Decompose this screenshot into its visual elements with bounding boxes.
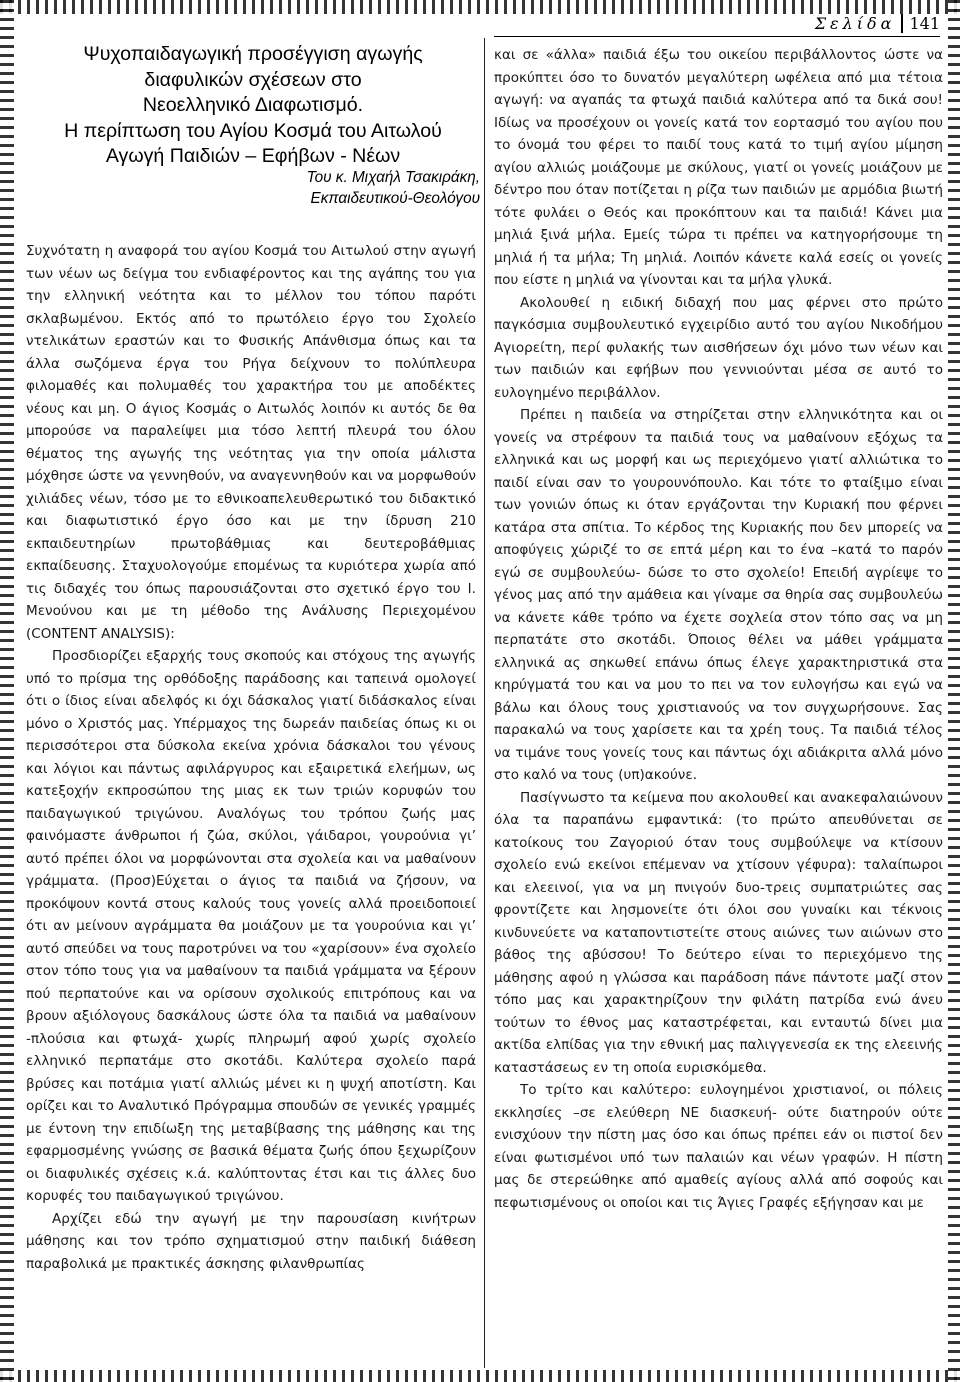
author-byline <box>28 168 480 209</box>
meander-border-top <box>0 0 960 14</box>
paragraph: Συχνότατη η αναφορά του αγίου Κοσμά του Αιτωλού στην αγωγή των νέων ως δείγμα του ενδιαφέροντος και της αγάπης του για την ελληνική νεότητα και το μέλλον του τόπου παρότι σκλαβωμένου. Εκτός από το πρωτόλειο έργο του Σχολείο ντελικάτων εραστών και το Φυσικής Απάνθισμα όπως και τα άλλα σωζόμενα έργα του Ρήγα δείχνουν το πολύπλευρα φιλομαθές και πολυμαθές του χαρακτήρα του με αποδέκτες νέους και μη. Ο άγιος Κοσμάς ο Αιτωλός λοιπόν κι αυτός δε θα μπορούσε να παραλείψει μια τόσο λεπτή πλευρά του όλου θέματος της αγωγής της νεότητας για την οποία μάλιστα μόχθησε ώστε να γεννηθούν, να αναγεννηθούν και να μορφωθούν χιλιάδες νέων, τόσο με το εθνικοαπελευθερωτικό του διδακτικό και διαφωτιστικό έργο όσο και με την ίδρυση 210 εκπαιδευτηρίων πρωτοβάθμιας και δευτεροβάθμιας εκπαίδευσης. Σταχυολογούμε επομένως τα κυριότερα χωρία από τις διδαχές του όπως παρουσιάζονται στο σχετικό έργο του Ι. Μενούνου και με τη μέθοδο της Ανάλυσης Περιεχομένου (CONTENT ANALYSIS): <box>26 243 476 642</box>
left-column <box>26 240 476 1275</box>
title-line: Αγωγή Παιδιών – Εφήβων - Νέων <box>105 145 401 167</box>
title-line: διαφυλικών σχέσεων στο <box>144 68 362 91</box>
title-line: Η περίπτωση του Αγίου Κοσμά του Αιτωλού <box>64 119 442 142</box>
article-title <box>28 42 478 170</box>
paragraph: Ακολουθεί η ειδική διδαχή που μας φέρνει στο πρώτο παγκόσμια συμβουλευτικό εγχειρίδιο αυτό του αγίου Νικοδήμου Αγιορείτη, περί φυλακής των αισθήσεων όχι μόνο των νέων και των παιδιών και εφήβων που γεννιούνται μέσα σε αυτό το ευλογημένο περιβάλλον. <box>494 294 943 401</box>
paragraph: Το τρίτο και καλύτερο: ευλογημένοι χριστιανοί, οι πόλεις εκκλησίες –σε ελεύθερη ΝΕ διασκευή- ούτε διατηρούν ούτε ενισχύουν την πίστη μας όσο και όπως πρέπει εάν οι πιστοί δεν είναι φωτισμένοι υπό των παλαιών και νέων γραφών. Η πίστη μας δε στερεώθηκε από αμαθείς αγίους αλλά από σοφούς και πεφωτισμένους οι οποίοι και τις Άγιες Γραφές εξήγησαν και με <box>494 1082 943 1211</box>
paragraph: Πασίγνωστο τα κείμενα που ακολουθεί και ανακεφαλαιώνουν όλα τα παραπάνω εμφαντικά: (το πρώτο απευθύνεται σε κατοίκους του Ζαγοριού όταν τους συμβούλεψε να κτίσουν σχολείο ενώ εκείνοι επέμεναν να χτίσουν γέφυρα): ταλαίπωροι και ελεεινοί, για να μη πνιγούν δυο-τρεις συμπατριώτες σας φροντίζετε και λησμονείτε ότι όλοι σου γυναίκι και τέκνοις κινδυνεύετε να καταποντιστείτε στους αιώνες των αιώνων στο βάθος της αβύσσου! Το δεύτερο είναι το περιεχόμενο της μάθησης αφού η γλώσσα και παράδοση πάνε πάντοτε μαζί στον τόπο μας και χαρακτηρίζουν την φιλάτη πατρίδα ενώ άνευ τούτων το έθνος μας καταστρέφεται, και ενταυτώ δίνει μια ακτίδα ελπίδας για την εθνική μας παλιγγενεσία εκ της ελεεινής καταστάσεως εν τη οποία ευρισκόμεθα. <box>494 789 943 1076</box>
author-name: Του κ. Μιχαήλ Τσακιράκη, <box>306 169 480 186</box>
title-line: Νεοελληνικό Διαφωτισμό. <box>142 94 364 116</box>
column-divider <box>484 38 485 1368</box>
paragraph: Πρέπει η παιδεία να στηρίζεται στην ελληνικότητα και οι γονείς να στρέφουν τα παιδιά τους να μαθαίνουν εξόχως τα ελληνικά και ως μορφή και ως περιεχόμενο γιατί αλλιώτικα το παιδί είναι σαν το γουρουνόπουλο. Και τότε το φταίξιμο είναι των γονιών όπως κι όταν εργάζονται την Κυριακή που φέρνει κατάρα στα σπίτια. Το κέρδος της Κυριακής που δεν μπορείς να αποφύγεις χώριζέ το σε επτά μέρη και το ένα –κατά το παρόν εγώ σε συμβουλεύω- δώσε το στο σχολείο! Επειδή αγρίεψε το γένος μας από την αμάθεια και γίναμε σα θηρία σας συμβουλεύω να κάνετε κάθε τρόπο να έχετε σοχλεία στον τόπο σας να μη περπατάτε στο σκοτάδι. Όποιος θέλει να μάθει γράμματα ελληνικά ας σηκωθεί επάνω όπως έλεγε χαρακτηριστικά στα κηρύγματά του και να μου το πει να τον ευλογήσω και εγώ να βάλω και όλους τους χριστιανούς να τον συγχωρήσουνε. Σας παρακαλώ να τους χαρίσετε και τα χρέη τους. Τα παιδιά τέλος να τιμάνε τους γονείς τους και πάντως όχι αδιάκριτα αλλά μόνο στο καλό να τους (υπ)ακούνε. <box>494 407 943 783</box>
paragraph: Προσδιορίζει εξαρχής τους σκοπούς και στόχους της αγωγής υπό το πρίσμα της ορθόδοξης παράδοσης και ταπεινά ομολογεί ότι ο ίδιος είναι αδελφός κι όχι δάσκαλος γιατί διδάσκαλος είναι μόνο ο Χριστός μας. Υπέρμαχος της δωρεάν παιδείας όπως κι οι περισσότεροι στα δύσκολα εκείνα χρόνια δάσκαλοι του γένους και λόγιοι και πάντως αφιλάργυρος και εξαιρετικά ελεήμων, ως κατεξοχήν εκπροσώπου της μιας εκ των τριών κορυφών του παιδαγωγικού τριγώνου. Αναλόγως του τρόπου ζωής μας φαινόμαστε άνθρωποι ή ζώα, σκύλοι, γάιδαροι, γουρούνια γι’ αυτό πρέπει όλοι να μορφώνονται στα σχολεία και να μαθαίνουν γράμματα. (Προσ)Εύχεται ο άγιος τα παιδιά να ζήσουν, να προκόψουν κοντά στους καλούς τους γονείς αλλά προειδοποιεί ότι αν μείνουν αγράμματα θα μοιάζουν με τα γουρούνια και γι’ αυτό σπεύδει να τους παροτρύνει να του «χαρίσουν» ένα σχολείο στον τόπο τους για να μαθαίνουν τα παιδιά γράμματα να ξέρουν πού περπατούνε και να ορίσουν σχολικούς επιτρόπους και να βρουν αξιόλογους δασκάλους ώστε όλα τα παιδιά να μαθαίνουν -πλούσια και φτωχά- χωρίς πληρωμή αφού χωρίς σχολείο ελληνικό περπατάμε στο σκοτάδι. Καλύτερα σχολείο παρά βρύσες και ποτάμια γιατί αλλιώς μένει κι η ψυχή αποτίστη. Και ορίζει και το Αναλυτικό Πρόγραμμα σπουδών σε γενικές γραμμές με έντονη την επιδίωξη της μεταβίβασης της μάθησης και της εφαρμοσμένης γνώσης σε βασικά θέματα ζωής όπου ξεχωρίζουν οι διαφυλικές σχέσεις κ.ά. καλύπτοντας έτσι και τις άλλες δυο κορυφές του παιδαγωγικού τριγώνου. <box>26 648 476 1204</box>
author-title: Εκπαιδευτικού-Θεολόγου <box>310 189 480 207</box>
right-column <box>494 44 943 1214</box>
page-header <box>815 14 940 33</box>
meander-border-bottom <box>0 1370 960 1382</box>
paragraph: και σε «άλλα» παιδιά έξω του οικείου περιβάλλοντος ώστε να προκύπτει όσο το δυνατόν μεγαλύτερη ωφέλεια από μια τέτοια αγωγή: να αγαπάς τα φτωχά παιδιά καλύτερα από τα δικά σου! Ιδίως να προσέχουν οι γονείς κατά τον εορτασμό του αγίου που το όνομά του φέρει το παιδί τους κατά το τιμή αγίου μίμηση αγίου αλλιώς μοιάζουμε με σκύλους, γιατί οι γονείς μοιάζουν με δέντρο που όταν ποτίζεται η ρίζα των παιδιών με αρμόδια βιωτή τότε φυλάει ο Θεός και προκόπτουν και τα παιδιά! Κάνει μια μηλιά ξινά μήλα. Εμείς τώρα τι πρέπει να κατηγορήσουμε τη μηλιά ή τα μήλα; Τη μηλιά. Λοιπόν κάνετε καλά εσείς οι γονείς που είστε η μηλιά να γίνονται και τα μήλα γλυκά. <box>494 47 943 288</box>
meander-border-left <box>0 0 14 1382</box>
page-number: 141 <box>901 14 940 33</box>
title-line: Ψυχοπαιδαγωγική προσέγγιση αγωγής <box>83 43 423 65</box>
header-rule <box>494 36 940 37</box>
meander-border-right <box>948 0 960 1382</box>
page-label: Σελίδα <box>814 14 896 33</box>
paragraph: Αρχίζει εδώ την αγωγή με την παρουσίαση κινήτρων μάθησης και τον τρόπο σχηματισμού στην παιδική διάθεση παραβολικά με πρακτικές άσκησης φιλανθρωπίας <box>26 1210 476 1272</box>
